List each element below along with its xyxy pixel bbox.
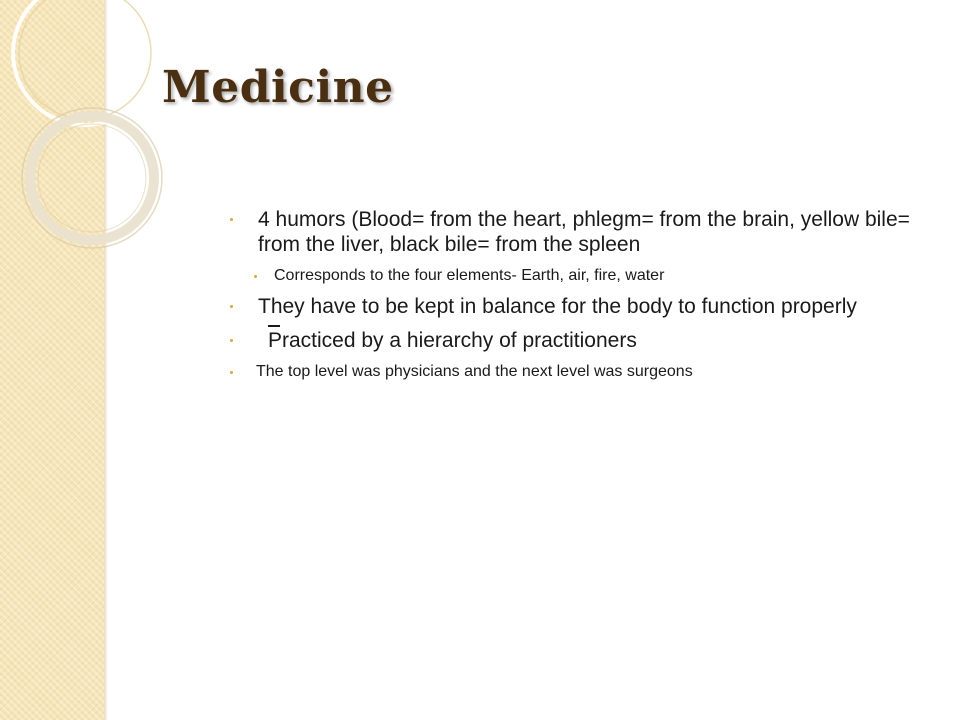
bullet-item-levels	[226, 362, 936, 382]
bullet-icon	[230, 339, 233, 342]
stray-overline-mark	[268, 325, 280, 327]
bullet-icon	[230, 218, 233, 221]
decorative-rings	[0, 0, 200, 260]
bullet-item-humors	[226, 207, 936, 257]
bullet-text: Practiced by a hierarchy of practitioners	[268, 329, 637, 352]
bullet-text: They have to be kept in balance for the body to function properly	[258, 295, 857, 318]
bullet-item-hierarchy	[226, 328, 936, 353]
bullet-text: 4 humors (Blood= from the heart, phlegm= from the brain, yellow bile= from the liver, black bile= from the spleen	[258, 208, 910, 256]
bullet-item-balance	[226, 294, 936, 319]
sub-bullet-elements	[226, 266, 936, 286]
bullet-icon	[230, 371, 233, 374]
bullet-icon	[230, 305, 233, 308]
bullet-text: Corresponds to the four elements- Earth, air, fire, water	[274, 267, 665, 284]
slide-title: Medicine	[162, 62, 394, 113]
bullet-text: The top level was physicians and the next level was surgeons	[256, 363, 693, 380]
bullet-icon	[254, 275, 257, 278]
bullet-list	[226, 207, 936, 382]
